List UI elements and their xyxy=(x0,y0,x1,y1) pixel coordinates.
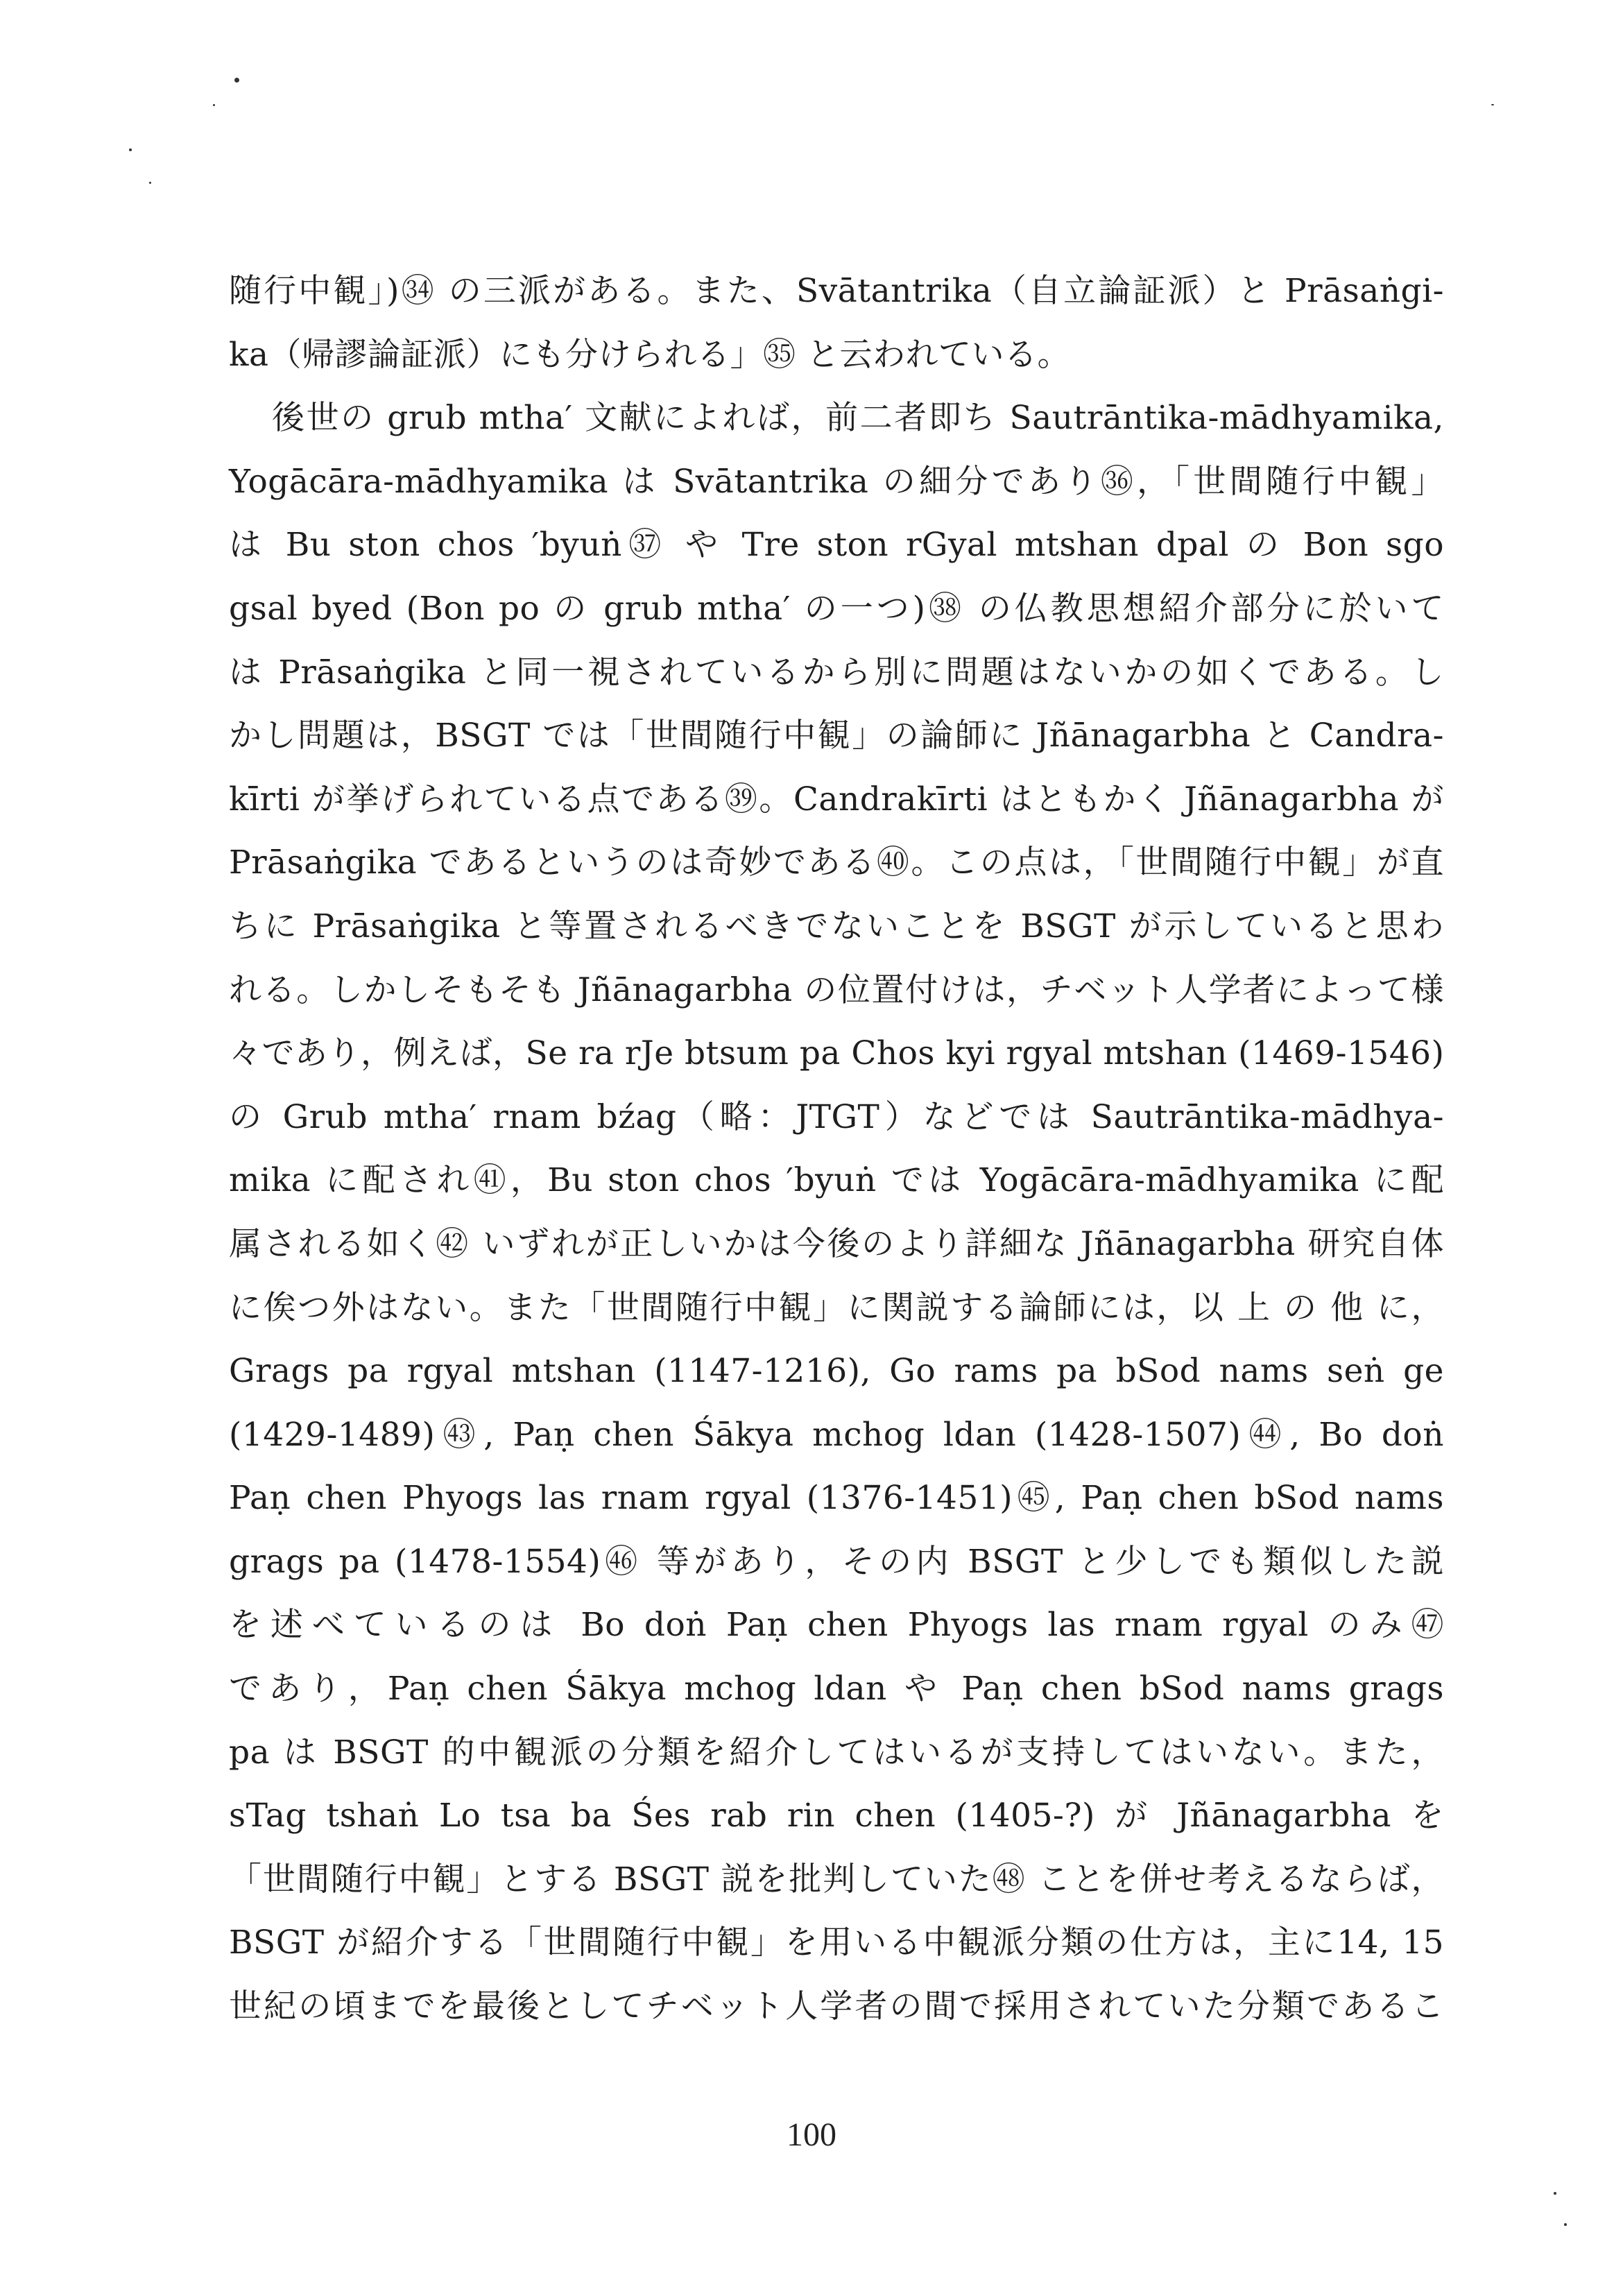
text-line-11: ちに Prāsaṅgika と等置されるべきでないことを BSGT が示していると思わ xyxy=(229,907,1444,945)
text-line-22: を述べているのは Bo doṅ Paṇ chen Phyogs las rnam rgyal のみ㊼ xyxy=(229,1606,1444,1645)
text-line-21: grags pa (1478-1554)㊻ 等があり，その内 BSGT と少しでも類似した説 xyxy=(229,1542,1444,1581)
text-line-28: 世紀の頃までを最後としてチベット人学者の間で採用されていた分類であるこ xyxy=(229,1987,1444,2026)
body-text xyxy=(229,259,1444,2039)
text-line-3: 後世の grub mtha′ 文献によれば，前二者即ち Sautrāntika-mādhyamika, xyxy=(272,399,1444,438)
scan-speck xyxy=(1564,2223,1567,2226)
text-line-10: Prāsaṅgika であるというのは奇妙である㊵。この点は，「世間随行中観」が直 xyxy=(229,843,1444,882)
text-line-7: は Prāsaṅgika と同一視されているから別に問題はないかの如くである。し xyxy=(229,653,1444,692)
text-line-12: れる。しかしそもそも Jñānagarbha の位置付けは，チベット人学者によって様 xyxy=(229,970,1444,1009)
text-line-13: 々であり，例えば，Se ra rJe btsum pa Chos kyi rgyal mtshan (1469-1546) xyxy=(229,1034,1445,1073)
text-line-9: kīrti が挙げられている点である㊴。Candrakīrti はともかく Jñānagarbha が xyxy=(229,780,1444,819)
text-line-14: の Grub mtha′ rnam bźag（略：JTGT）などでは Sautrāntika-mādhya- xyxy=(229,1097,1444,1136)
text-line-15: mika に配され㊶，Bu ston chos ′byuṅ では Yogācāra-mādhyamika に配 xyxy=(229,1161,1444,1200)
scan-speck xyxy=(149,182,151,184)
text-line-2: ka（帰謬論証派）にも分けられる」㉟ と云われている。 xyxy=(229,335,1070,374)
text-line-6: gsal byed (Bon po の grub mtha′ の一つ)㊳ の仏教思想紹介部分に於いて xyxy=(229,589,1444,628)
text-line-16: 属される如く㊷ いずれが正しいかは今後のより詳細な Jñānagarbha 研究自体 xyxy=(229,1224,1444,1263)
text-line-26: 「世間随行中観」とする BSGT 説を批判していた㊽ ことを併せ考えるならば， xyxy=(229,1860,1444,1899)
text-line-5: は Bu ston chos ′byuṅ㊲ や Tre ston rGyal mtshan dpal の Bon sgo xyxy=(229,526,1444,565)
text-line-25: sTag tshaṅ Lo tsa ba Śes rab rin chen (1405-?) が Jñānagarbha を xyxy=(229,1797,1444,1835)
text-line-20: Paṇ chen Phyogs las rnam rgyal (1376-1451)㊺, Paṇ chen bSod nams xyxy=(229,1479,1444,1518)
text-line-1: 随行中観」)㉞ の三派がある。また、Svātantrika（自立論証派）と Prāsaṅgi- xyxy=(229,272,1444,310)
scan-speck xyxy=(234,78,239,83)
page-number: 100 xyxy=(787,2116,836,2153)
text-line-19: (1429-1489)㊸, Paṇ chen Śākya mchog ldan (1428-1507)㊹, Bo doṅ xyxy=(229,1415,1444,1454)
text-line-18: Grags pa rgyal mtshan (1147-1216), Go rams pa bSod nams seṅ ge xyxy=(229,1352,1444,1391)
text-line-23: であり，Paṇ chen Śākya mchog ldan や Paṇ chen bSod nams grags xyxy=(229,1670,1444,1708)
text-line-27: BSGT が紹介する「世間随行中観」を用いる中観派分類の仕方は，主に14, 15 xyxy=(229,1924,1444,1962)
scan-speck xyxy=(129,148,132,151)
scan-speck xyxy=(1491,104,1494,105)
text-line-4: Yogācāra-mādhyamika は Svātantrika の細分であり㊱，「世間随行中観」 xyxy=(229,462,1444,501)
text-line-17: に俟つ外はない。また「世間随行中観」に関説する論師には，以 上 の 他 に， xyxy=(229,1288,1444,1327)
scan-speck xyxy=(1554,2192,1556,2195)
scan-speck xyxy=(213,104,215,106)
text-line-24: pa は BSGT 的中観派の分類を紹介してはいるが支持してはいない。また， xyxy=(229,1733,1444,1772)
text-line-8: かし問題は，BSGT では「世間随行中観」の論師に Jñānagarbha と Candra- xyxy=(229,717,1444,755)
